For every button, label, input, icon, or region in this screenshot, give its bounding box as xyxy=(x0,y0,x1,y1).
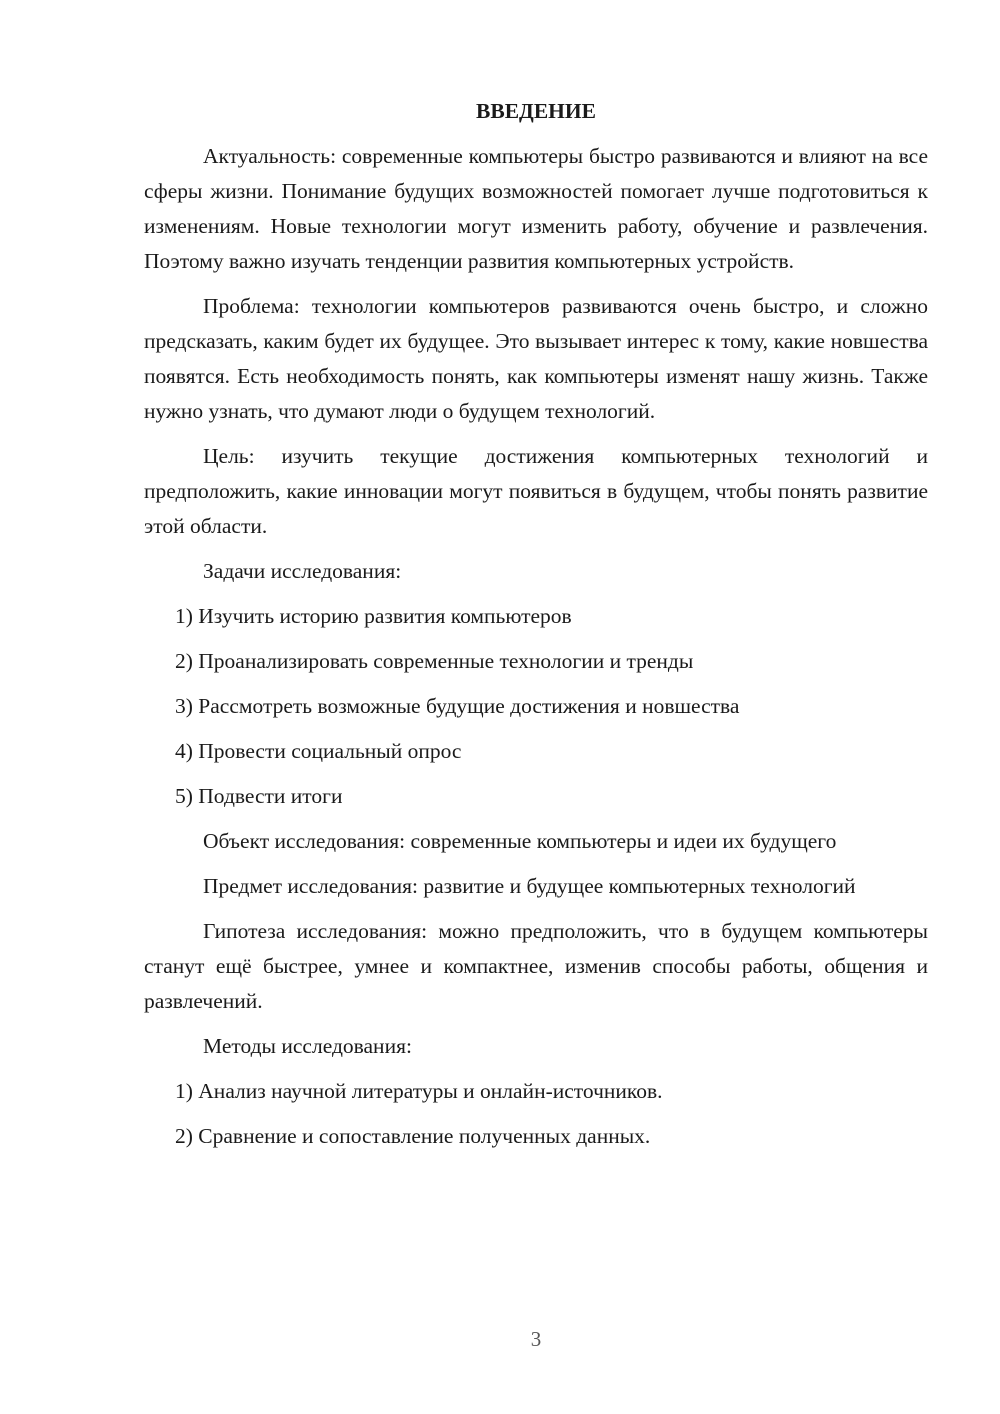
page-number: 3 xyxy=(530,1327,542,1351)
paragraph-object: Объект исследования: современные компьютеры и идеи их будущего xyxy=(203,829,837,853)
paragraph-relevance: Актуальность: современные компьютеры быстро развиваются и влияют на все сферы жизни. Понимание будущих возможностей помогает лучше подготовиться к изменениям. Новые технологии могут изменить работу, обучение и развлечения. Поэтому важно изучать тенденции развития компьютерных устройств. xyxy=(144,144,928,273)
list-item: 3) Рассмотреть возможные будущие достижения и новшества xyxy=(175,694,740,718)
document-body xyxy=(144,94,928,1164)
list-item: 5) Подвести итоги xyxy=(175,784,343,808)
tasks-label: Задачи исследования: xyxy=(203,559,402,583)
section-title: ВВЕДЕНИЕ xyxy=(476,99,596,123)
tasks-list xyxy=(144,599,928,814)
list-item: 4) Провести социальный опрос xyxy=(175,739,462,763)
list-item: 1) Анализ научной литературы и онлайн-источников. xyxy=(175,1079,663,1103)
paragraph-problem: Проблема: технологии компьютеров развиваются очень быстро, и сложно предсказать, каким будет их будущее. Это вызывает интерес к тому, какие новшества появятся. Есть необходимость понять, как компьютеры изменят нашу жизнь. Также нужно узнать, что думают люди о будущем технологий. xyxy=(144,294,928,423)
list-item: 2) Сравнение и сопоставление полученных данных. xyxy=(175,1124,651,1148)
list-item: 2) Проанализировать современные технологии и тренды xyxy=(175,649,694,673)
methods-label: Методы исследования: xyxy=(203,1034,412,1058)
paragraph-hypothesis: Гипотеза исследования: можно предположить, что в будущем компьютеры станут ещё быстрее, умнее и компактнее, изменив способы работы, общения и развлечений. xyxy=(144,919,928,1013)
paragraph-subject: Предмет исследования: развитие и будущее компьютерных технологий xyxy=(203,874,856,898)
list-item: 1) Изучить историю развития компьютеров xyxy=(175,604,572,628)
methods-list xyxy=(144,1074,928,1154)
paragraph-goal: Цель: изучить текущие достижения компьютерных технологий и предположить, какие инновации могут появиться в будущем, чтобы понять развитие этой области. xyxy=(144,444,928,538)
